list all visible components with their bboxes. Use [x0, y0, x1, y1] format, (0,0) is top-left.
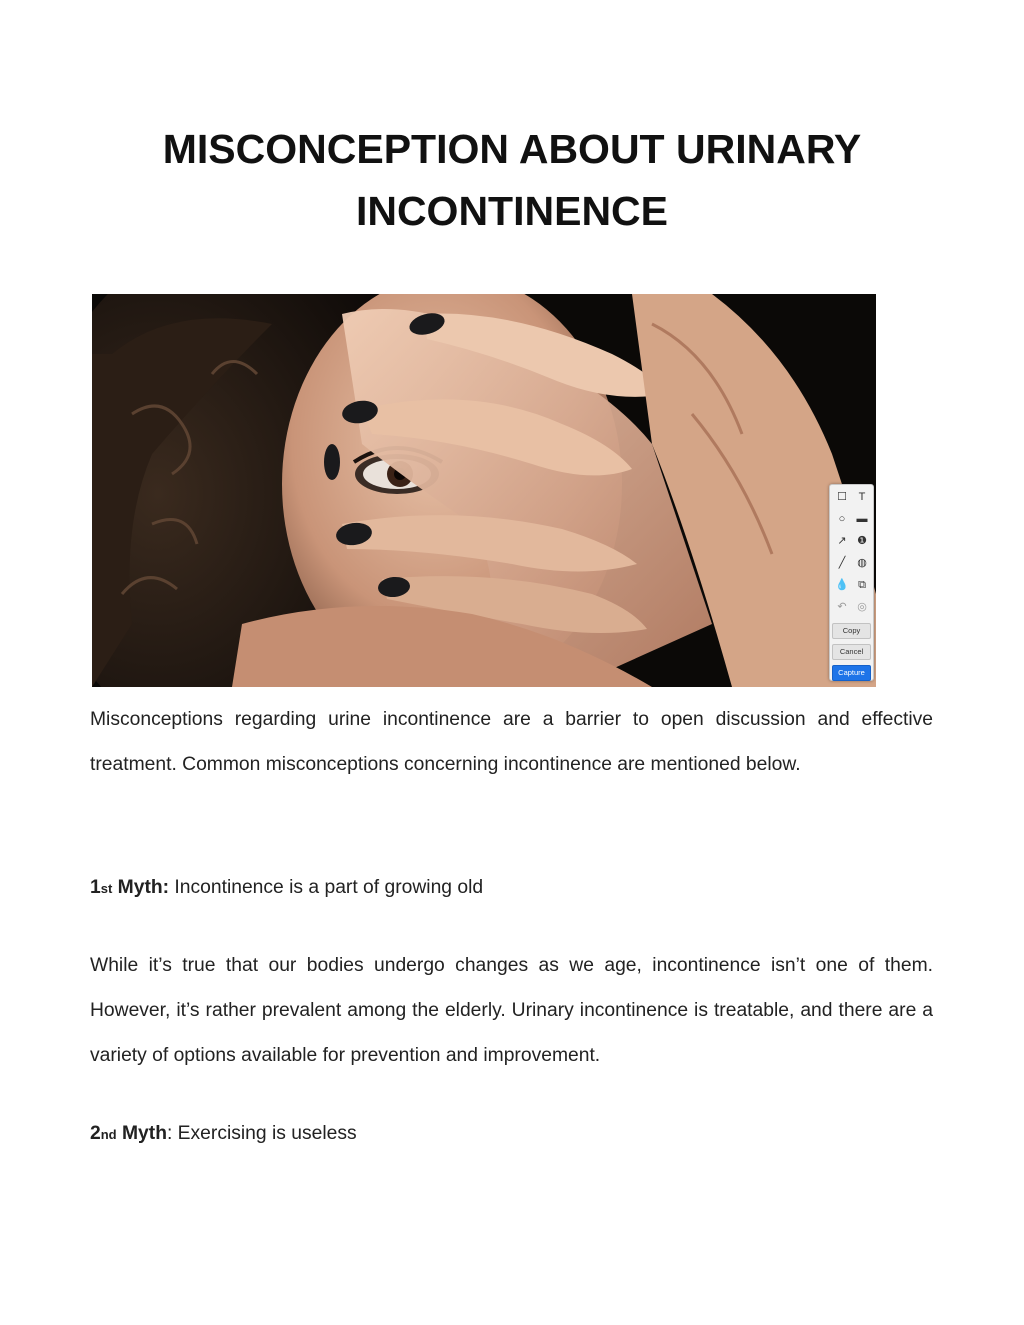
myth-2-label: Myth [116, 1123, 167, 1144]
myth-1-body: While it’s true that our bodies undergo changes as we age, incontinence isn’t one of them. However, it’s rather prevalent among the elderly. Urinary incontinence is treatable, and there are a variety of options available for prevention and improvement. [90, 955, 933, 1066]
capture-button[interactable]: Capture [832, 665, 871, 681]
capture-toolbar [829, 484, 874, 681]
myth-2-text: : Exercising is useless [166, 1123, 357, 1144]
myth-1-text: Incontinence is a part of growing old [169, 877, 484, 898]
myth-1-ordinal: st [100, 881, 113, 896]
myth-2-ordinal: nd [100, 1127, 117, 1142]
rectangle-icon[interactable]: ☐ [837, 490, 847, 503]
myth-1-heading [90, 865, 933, 911]
fill-icon[interactable]: 💧 [835, 578, 849, 591]
myth-2-heading [90, 1111, 933, 1157]
confirm-icon[interactable]: ◎ [857, 600, 867, 613]
copy-button[interactable]: Copy [832, 623, 871, 639]
blur-icon[interactable]: ◍ [857, 556, 867, 569]
number-icon[interactable]: ❶ [857, 534, 867, 547]
text-icon[interactable]: T [858, 490, 866, 503]
myth-1-number: 1 [90, 877, 101, 898]
cancel-button[interactable]: Cancel [832, 644, 871, 660]
toolbar-tool-grid [830, 485, 873, 618]
myth-1-label: Myth: [112, 877, 170, 898]
woman-covering-face-photo [92, 294, 876, 687]
save-icon[interactable]: ⧉ [858, 578, 866, 591]
document-title [90, 118, 934, 242]
ellipse-icon[interactable]: ○ [838, 512, 846, 525]
document-title-line-2: INCONTINENCE [355, 188, 669, 234]
photo-illustration [92, 294, 876, 687]
arrow-icon[interactable]: ↗ [837, 534, 847, 547]
document-title-line-1: MISCONCEPTION ABOUT URINARY [162, 126, 862, 172]
undo-icon[interactable]: ↶ [837, 600, 847, 613]
line-icon[interactable]: ╱ [838, 556, 846, 569]
myth-2-number: 2 [90, 1123, 101, 1144]
intro-paragraph: Misconceptions regarding urine incontinence are a barrier to open discussion and effective treatment. Common misconceptions concerning incontinence are mentioned below. [90, 709, 933, 775]
callout-icon[interactable]: ▬ [856, 512, 868, 525]
